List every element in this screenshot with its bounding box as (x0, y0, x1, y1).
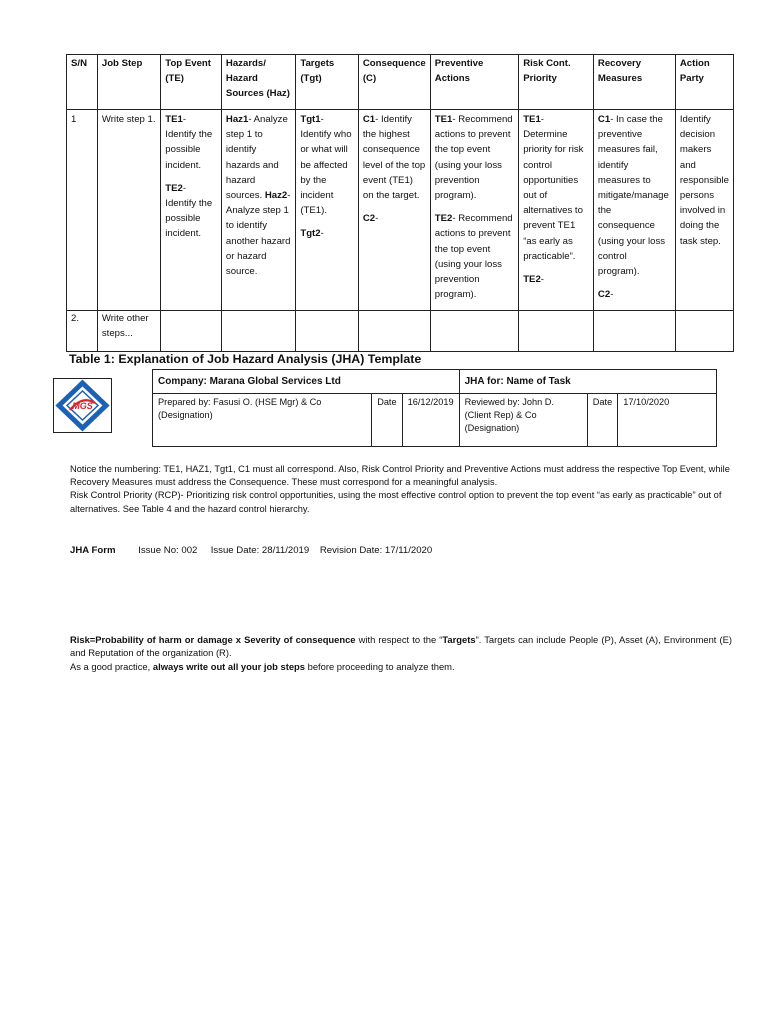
practice-post: before proceeding to analyze them. (305, 660, 455, 672)
c2-tag: C2 (362, 213, 376, 225)
numbering-notes (70, 463, 740, 516)
header-job-step: Job Step (97, 55, 160, 110)
row2-sn: 2. (67, 311, 98, 352)
row1-sn: 1 (67, 110, 98, 311)
practice-bold: always write out all your job steps (152, 660, 305, 672)
risk-definition (70, 633, 732, 673)
practice-pre: As a good practice, (70, 660, 153, 672)
rm1-tag: C1 (597, 114, 611, 125)
tgt2-text: - (320, 228, 324, 240)
header-table-info-row (153, 394, 717, 447)
date-1: 16/12/2019 (402, 394, 459, 447)
note-line-1: Notice the numbering: TE1, HAZ1, Tgt1, C1 must all correspond. Also, Risk Control Priority and Preventive Actions must address the respective Top Event, while Recovery Measures must address the Consequence. These must correspond for a meaningful analysis. (70, 464, 730, 488)
rm2-tag: C2 (597, 289, 611, 301)
form-info (70, 545, 432, 556)
header-action-party: Action Party (675, 55, 733, 110)
issue-date: Issue Date: 28/11/2019 (210, 545, 310, 556)
te1-text: - Identify the possible incident. (165, 114, 213, 171)
empty-cell (675, 311, 733, 352)
rcp2-tag: TE2 (523, 274, 541, 286)
row1-action-party: Identify decision makers and responsible persons involved in doing the task step. (675, 110, 733, 311)
date-label-1: Date (372, 394, 402, 447)
header-hazards: Hazards/ Hazard Sources (Haz) (221, 55, 295, 110)
table-row (67, 110, 734, 311)
logo-emblem-icon (54, 379, 111, 432)
prepared-by: Prepared by: Fasusi O. (HSE Mgr) & Co (Designation) (153, 394, 372, 447)
empty-cell (161, 311, 222, 352)
row1-preventive-actions (430, 110, 518, 311)
header-risk-priority: Risk Cont. Priority (519, 55, 594, 110)
header-targets: Targets (Tgt) (296, 55, 359, 110)
date-label-2: Date (587, 394, 617, 447)
risk-formula-paragraph (70, 633, 732, 660)
company-logo (53, 378, 112, 433)
revision-date: Revision Date: 17/11/2020 (319, 545, 433, 556)
row1-top-event (161, 110, 222, 311)
header-sn: S/N (67, 55, 98, 110)
date-2: 17/10/2020 (618, 394, 717, 447)
row1-risk-priority (519, 110, 594, 311)
haz1-tag: Haz1 (225, 114, 249, 125)
tgt1-text: - Identify who or what will be affected by the incident (TE1). (300, 114, 352, 217)
tgt2-tag: Tgt2 (300, 228, 321, 240)
risk-targets: Targets (442, 634, 476, 645)
table-row (67, 311, 734, 352)
pa1-text: - Recommend actions to prevent the top event (using your loss prevention program). (434, 114, 513, 202)
header-consequence: Consequence (C) (358, 55, 430, 110)
empty-cell (593, 311, 675, 352)
row2-job-step: Write other steps... (97, 311, 160, 352)
header-recovery-measures: Recovery Measures (593, 55, 675, 110)
haz2-tag: Haz2 (264, 190, 288, 202)
rcp2-text: - (540, 274, 544, 286)
logo-text: MGS (72, 401, 93, 411)
c2-text: - (375, 213, 379, 225)
risk-text-2: ”. Targets can include People (P), Asset (A), Environment (E) and Reputation of the organization (R). (70, 634, 733, 659)
note-line-2: Risk Control Priority (RCP)- Prioritizing risk control opportunities, using the most effective control option to prevent the top event “as early as practicable” out of alternatives. See Table 4 and the hazard control hierarchy. (70, 490, 722, 514)
form-label: JHA Form (70, 545, 116, 556)
row1-hazards (221, 110, 295, 311)
reviewed-by: Reviewed by: John D. (Client Rep) & Co (Designation) (459, 394, 587, 447)
table-caption: Table 1: Explanation of Job Hazard Analysis (JHA) Template (69, 352, 422, 366)
haz1-text: - Analyze step 1 to identify hazards and hazard sources. (225, 114, 288, 202)
row1-consequence (358, 110, 430, 311)
pa1-tag: TE1 (434, 114, 453, 125)
tgt1-tag: Tgt1 (300, 114, 321, 125)
jha-template-table (66, 54, 734, 352)
good-practice (70, 660, 732, 673)
row1-recovery-measures (593, 110, 675, 311)
jha-header-table (152, 369, 717, 447)
header-table-title-row (153, 370, 717, 394)
risk-text-1: with respect to the “ (355, 634, 443, 645)
pa2-tag: TE2 (434, 213, 453, 225)
row1-job-step: Write step 1. (97, 110, 160, 311)
empty-cell (296, 311, 359, 352)
table-header-row (67, 55, 734, 110)
issue-no: Issue No: 002 (138, 545, 198, 556)
header-preventive-actions: Preventive Actions (430, 55, 518, 110)
te1-tag: TE1 (165, 114, 183, 125)
header-top-event: Top Event (TE) (161, 55, 222, 110)
empty-cell (221, 311, 295, 352)
empty-cell (430, 311, 518, 352)
pa2-text: - Recommend actions to prevent the top event (using your loss prevention program). (434, 213, 513, 301)
rm1-text: - In case the preventive measures fail, identify measures to mitigate/manage the consequence (using your loss control program). (597, 114, 669, 278)
rcp1-text: - Determine priority for risk control opportunities out of alternatives to prevent TE1 “as early as practicable”. (523, 114, 584, 262)
te2-tag: TE2 (165, 182, 183, 194)
company-name: Company: Marana Global Services Ltd (153, 370, 460, 394)
te2-text: - Identify the possible incident. (165, 182, 213, 240)
c1-text: - Identify the highest consequence level of the top event (TE1) on the target. (362, 114, 426, 202)
rm2-text: - (610, 289, 614, 301)
empty-cell (519, 311, 594, 352)
risk-formula: Risk=Probability of harm or damage x Severity of consequence (70, 634, 356, 645)
row1-targets (296, 110, 359, 311)
haz2-text: - Analyze step 1 to identify another hazard or hazard source. (225, 190, 291, 278)
empty-cell (358, 311, 430, 352)
c1-tag: C1 (362, 114, 376, 125)
rcp1-tag: TE1 (523, 114, 541, 125)
jha-for: JHA for: Name of Task (459, 370, 716, 394)
